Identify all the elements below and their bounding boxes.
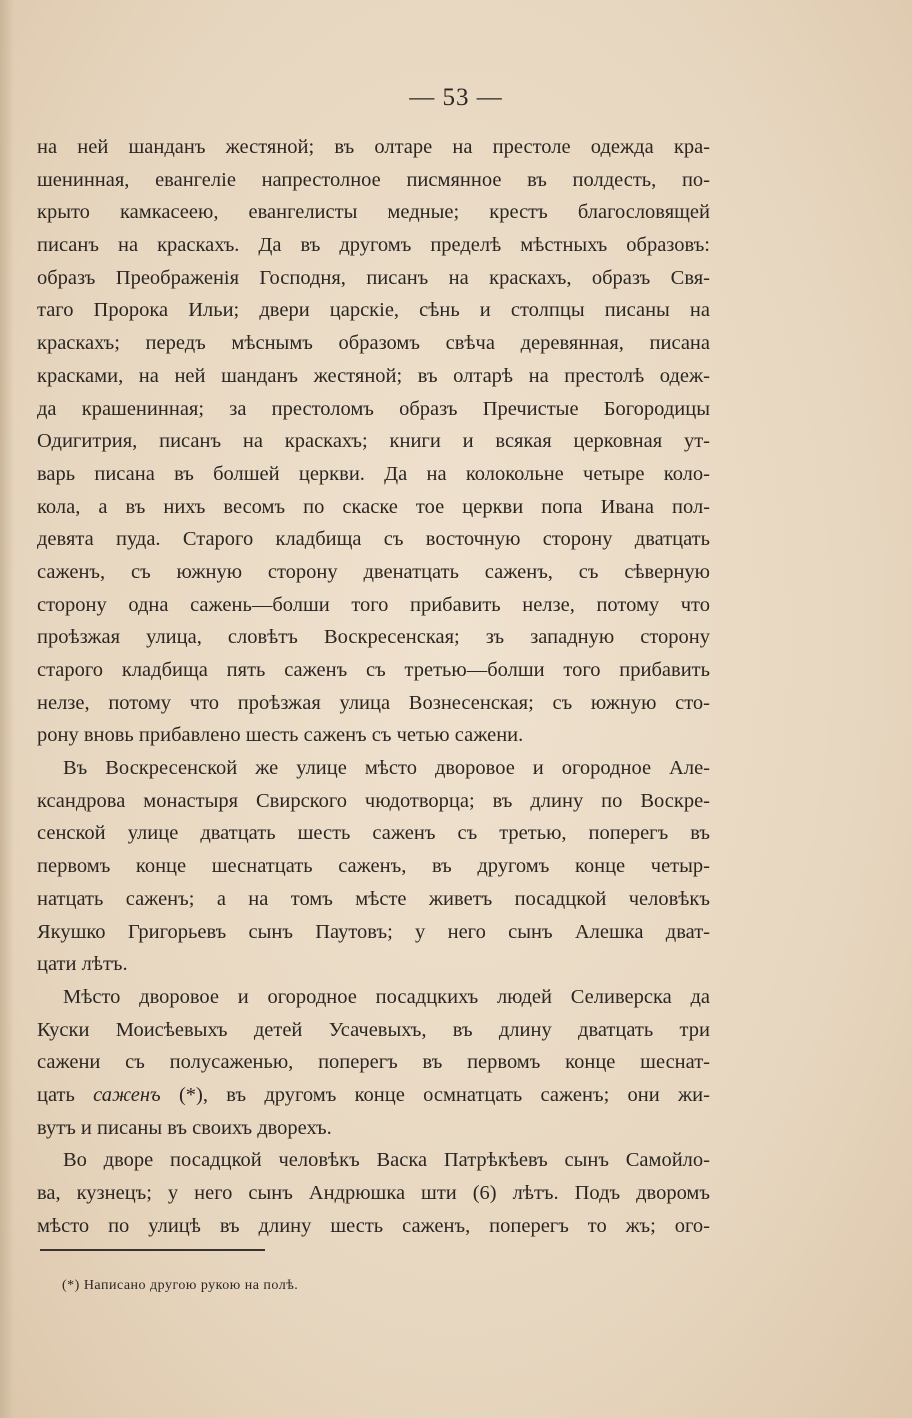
body-text bbox=[37, 131, 710, 1242]
text-line: варь писана въ болшей церкви. Да на колокольне четыре коло- bbox=[37, 462, 710, 485]
text-line: проѣзжая улица, словѣтъ Воскресенская; зъ западную сторону bbox=[37, 626, 710, 649]
text-line-with-footnote-ref bbox=[37, 1079, 710, 1112]
text-line: Якушко Григорьевъ сынъ Паутовъ; у него сынъ Алешка дват- bbox=[37, 920, 710, 943]
text-line: Одигитрия, писанъ на краскахъ; книги и всякая церковная ут- bbox=[37, 430, 710, 453]
text-line: девята пуда. Старого кладбища съ восточную сторону дватцать bbox=[37, 528, 710, 551]
text-segment: цать bbox=[37, 1083, 94, 1106]
text-line: старого кладбища пять саженъ съ третью—болши того прибавить bbox=[37, 659, 710, 681]
text-line: таго Пророка Ильи; двери царскіе, сѣнь и столпцы писаны на bbox=[37, 299, 710, 322]
text-line: да крашенинная; за престоломъ образъ Пречистые Богородицы bbox=[37, 397, 710, 420]
text-line: мѣсто по улицѣ въ длину шесть саженъ, поперегъ то жъ; ого- bbox=[37, 1214, 710, 1237]
text-line: крыто камкасеею, евангелисты медные; крестъ благословящей bbox=[37, 201, 710, 224]
text-line: саженъ, съ южную сторону двенатцать саженъ, съ сѣверную bbox=[37, 560, 710, 583]
text-line: писанъ на краскахъ. Да въ другомъ пределѣ мѣстныхъ образовъ: bbox=[37, 234, 710, 257]
text-line: рону вновь прибавлено шесть саженъ съ четью сажени. bbox=[37, 724, 524, 747]
page-number: — 53 — bbox=[409, 84, 503, 111]
text-line: Во дворе посадцкой человѣкъ Васка Патрѣкѣевъ сынъ Самойло- bbox=[63, 1149, 710, 1172]
paragraph-3 bbox=[37, 981, 710, 1144]
text-line: шенинная, евангеліе напрестолное писмянное въ полдесть, по- bbox=[37, 168, 710, 191]
text-line: Куски Моисѣевыхъ детей Усачевыхъ, въ длину дватцать три bbox=[37, 1018, 710, 1041]
text-line: сажени съ полусаженью, поперегъ въ первомъ конце шеснат- bbox=[37, 1051, 710, 1074]
paragraph-2 bbox=[37, 752, 710, 981]
text-line: сенской улице дватцать шесть саженъ съ третью, поперегъ въ bbox=[37, 822, 710, 845]
text-segment: (*), въ другомъ конце осмнатцать саженъ; они жи- bbox=[160, 1083, 710, 1106]
text-line: вутъ и писаны въ своихъ дворехъ. bbox=[37, 1116, 332, 1139]
footnote-divider bbox=[40, 1249, 265, 1251]
paragraph-4 bbox=[37, 1144, 710, 1242]
text-line: цати лѣтъ. bbox=[37, 953, 128, 976]
text-line: краскахъ; передъ мѣснымъ образомъ свѣча деревянная, писана bbox=[37, 332, 710, 355]
text-line: натцать саженъ; а на томъ мѣсте живетъ посадцкой человѣкъ bbox=[37, 887, 710, 910]
text-line: сторону одна сажень—болши того прибавить нелзе, потому что bbox=[37, 593, 710, 616]
text-line: образъ Преображенія Господня, писанъ на краскахъ, образъ Свя- bbox=[37, 266, 710, 289]
text-line: ксандрова монастыря Свирского чюдотворца; въ длину по Воскре- bbox=[37, 789, 710, 812]
text-line: Въ Воскресенской же улице мѣсто дворовое и огородное Але- bbox=[63, 757, 710, 780]
text-line: Мѣсто дворовое и огородное посадцкихъ людей Селиверска да bbox=[63, 985, 710, 1008]
text-line: красками, на ней шанданъ жестяной; въ олтарѣ на престолѣ одеж- bbox=[37, 364, 710, 387]
text-line: на ней шанданъ жестяной; въ олтаре на престоле одежда кра- bbox=[37, 136, 710, 158]
footnote: (*) Написано другою рукою на полѣ. bbox=[62, 1278, 299, 1293]
text-line: нелзе, потому что проѣзжая улица Вознесенская; съ южную сто- bbox=[37, 691, 710, 714]
text-line: первомъ конце шеснатцать саженъ, въ другомъ конце четыр- bbox=[37, 855, 710, 878]
paragraph-1 bbox=[37, 131, 710, 752]
page-edge-shadow bbox=[0, 0, 14, 1418]
italic-word: саженъ bbox=[93, 1083, 161, 1106]
text-line: кола, а въ нихъ весомъ по скаске тое церкви попа Ивана пол- bbox=[37, 495, 710, 518]
text-line: ва, кузнецъ; у него сынъ Андрюшка шти (6) лѣтъ. Подъ дворомъ bbox=[37, 1182, 710, 1204]
